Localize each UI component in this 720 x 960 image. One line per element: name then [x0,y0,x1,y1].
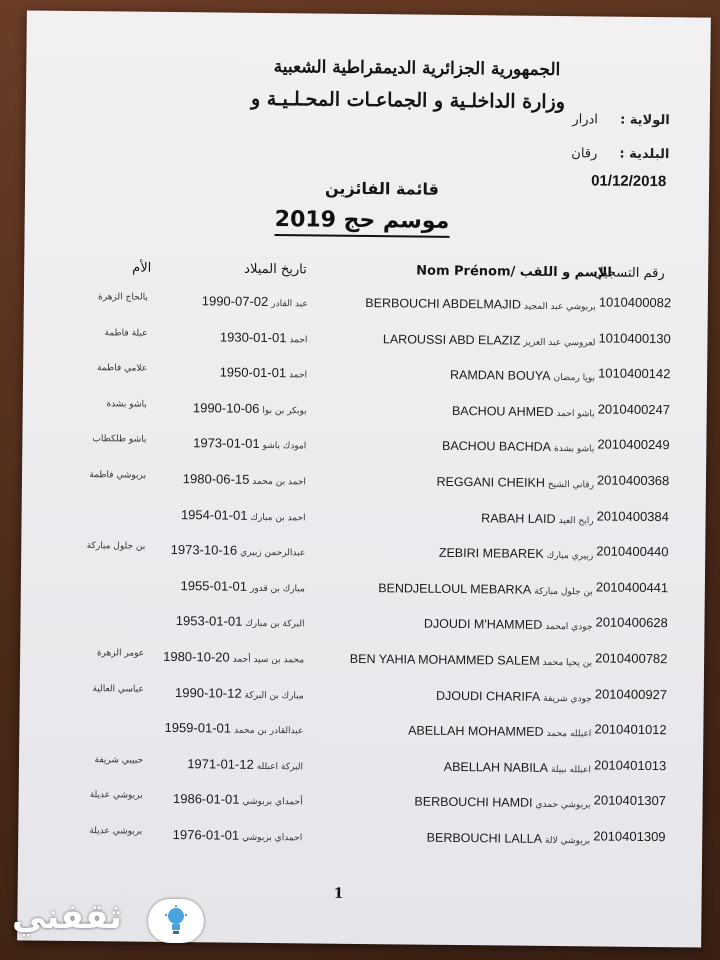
table-row [20,609,704,646]
table-row [20,644,704,681]
registration-number: 2010401012 [594,721,667,738]
name-arabic: بن جلول مباركة [534,586,593,598]
birth-father-cell [183,468,306,488]
name-latin: BACHOU AHMED [451,403,554,419]
column-header-registration: رقم التسجيل [594,265,665,282]
father-name: البركة بن مبارك [245,619,305,630]
table-row [23,395,707,432]
registration-number: 2010401309 [593,828,666,845]
registration-number: 1010400142 [598,365,671,382]
wilaya-value: ادرار [572,112,599,128]
name-latin: LAROUSSI ABD ELAZIZ [382,331,521,348]
birth-father-cell [173,788,303,808]
father-name: عبدالقادر بن محمد [233,725,304,737]
registration-number: 2010400368 [596,472,670,489]
watermark-text: ثقفني [12,897,122,937]
registration-number: 2010400628 [595,614,668,631]
father-name: احمد [289,334,308,345]
header-ministry: وزارة الداخلـية و الجماعـات المحـلـيـة و [250,87,566,114]
birth-date: 1973-10-16 [170,542,238,558]
father-name: محمد بن سيد أحمد [232,654,305,666]
mother-name: بالحاج الزهرة [97,292,148,303]
father-name: عبد القادر [271,299,308,310]
mother-name: حبيبي شريفة [94,754,144,766]
mother-name: بربوشي فاطمة [89,470,147,481]
name-latin: BENDJELLOUL MEBARKA [378,580,532,597]
name-latin: BACHOU BACHDA [441,439,552,455]
father-name: امودك باشو [262,441,307,452]
name-latin: BEN YAHIA MOHAMMED SALEM [349,651,540,668]
table-row [19,716,703,753]
name-arabic: بويا رمضان [553,373,596,384]
mother-name: عباسي العالية [92,683,144,695]
father-name: أحمداي بربوشي [242,797,303,808]
document-page [17,10,711,947]
name-cell [481,507,594,527]
father-name: مبارك بن قدور [249,583,305,595]
wilaya-line [572,112,670,128]
column-header-birth-date: تاريخ الميلاد [244,261,307,278]
birth-date: 1959-01-01 [164,720,232,736]
name-cell [452,400,595,420]
name-latin: ABELLAH MOHAMMED [408,723,544,740]
registration-number: 2010400384 [596,508,670,524]
registration-number: 2010400440 [596,543,669,560]
birth-father-cell [220,362,308,382]
commune-label: البلدية : [619,146,670,163]
table-row [21,502,705,539]
name-latin: RABAH LAID [481,510,556,526]
name-latin: BERBOUCHI HAMDI [414,794,533,811]
registration-number: 2010400782 [595,650,668,667]
name-latin: BERBOUCHI ABDELMAJID [365,296,522,312]
registration-number: 1010400130 [598,330,671,346]
registration-number: 2010401307 [593,792,667,809]
column-header-mother: الأم [132,260,152,276]
father-name: عبدالرحمن زبيري [240,547,306,559]
table-row [24,288,708,325]
commune-value: رقان [571,146,598,162]
birth-date: 1950-01-01 [219,364,287,381]
table-row [23,324,707,361]
registration-number: 1010400082 [598,294,672,311]
name-latin: RAMDAN BOUYA [449,368,551,384]
name-latin: DJOUDI CHARIFA [435,688,541,704]
mother-name: بربوشي عديلة [89,826,143,837]
registration-number: 2010401013 [593,757,667,773]
mother-name: باشو بشدة [106,399,147,410]
birth-date: 1930-01-01 [219,329,287,345]
registration-number: 2010400441 [595,579,669,595]
birth-date: 1971-01-12 [187,755,254,772]
name-latin: DJOUDI M'HAMMED [423,617,543,633]
name-arabic: بربوشي عبد المجيد [523,301,596,313]
father-name: احمد بن مبارك [250,512,306,523]
registration-number: 2010400247 [597,401,671,417]
birth-father-cell [187,753,303,773]
birth-date: 1990-10-12 [175,684,242,701]
birth-date: 1990-07-02 [201,293,269,309]
name-arabic: رابح العيد [558,515,594,526]
birth-father-cell [202,290,308,310]
registration-number: 2010400927 [594,686,668,702]
name-latin: REGGANI CHEIKH [436,474,545,490]
table-row [21,573,705,610]
birth-father-cell [220,326,308,346]
birth-date: 1980-06-15 [182,471,250,487]
mother-name: علامي فاطمة [96,363,148,374]
birth-father-cell [173,824,303,844]
name-cell [408,720,591,741]
father-name: احمد بن محمد [252,476,307,488]
mother-name: عومر الزهرة [96,648,145,659]
birth-date: 1953-01-01 [175,613,243,630]
table-row [22,466,706,503]
table-row [23,360,707,397]
birth-father-cell [176,610,305,630]
name-arabic: باشو احمد [556,408,595,420]
name-arabic: جودي شريفة [543,693,592,704]
father-name: البركة اعبلله [256,761,304,773]
birth-date: 1986-01-01 [172,791,240,808]
column-header-name: Nom Prénom/ الإسم و اللقب [416,263,612,281]
birth-date: 1990-10-06 [192,400,260,416]
name-arabic: رقاني الشيخ [547,479,594,491]
name-latin: ZEBIRI MEBAREK [438,545,544,562]
name-cell [436,471,594,492]
name-cell [383,328,596,349]
table-row [20,680,704,717]
season-title: موسم حج 2019 [275,207,450,238]
table-row [22,431,706,468]
birth-date: 1954-01-01 [180,506,248,523]
birth-father-cell [175,682,304,702]
birth-father-cell [181,504,306,524]
site-watermark [6,895,206,955]
birth-date: 1976-01-01 [172,827,240,843]
father-name: احمداي بربوشي [242,832,303,844]
mother-name: عبلة فاطمة [104,327,148,339]
table-row [18,787,702,824]
name-arabic: بن يحيا محمد [542,657,593,669]
name-cell [444,756,591,777]
name-arabic: زبيري مبارك [546,551,594,562]
commune-line [571,146,669,162]
name-arabic: بربوشي حمدي [535,800,591,811]
birth-father-cell [164,717,303,737]
birth-date: 1955-01-01 [180,577,248,594]
birth-father-cell [193,397,307,417]
name-cell [350,648,592,670]
father-name: بوبكر بن بوا [262,405,307,417]
wilaya-label: الولاية : [620,112,670,129]
name-latin: BERBOUCHI LALLA [426,830,543,846]
document-date: 01/12/2018 [591,172,667,191]
header-republic: الجمهورية الجزائرية الديمقراطية الشعبية [273,57,561,81]
mother-name: بربوشي عديلة [89,790,143,802]
name-cell [436,684,592,705]
name-cell [424,613,593,634]
name-cell [427,827,591,848]
name-arabic: باشو بشدة [553,444,595,455]
table-row [19,751,703,788]
mother-name: باشو طلكطاب [92,434,147,446]
mother-name: بن جلول مباركة [86,541,146,552]
page-number: 1 [333,885,344,902]
name-cell [450,364,595,385]
father-name: احمد [289,370,308,381]
birth-father-cell [193,433,306,453]
name-arabic: جودي امحمد [545,622,593,633]
name-arabic: بربوشي لالة [544,835,591,847]
name-cell [378,577,593,598]
name-cell [365,292,596,313]
birth-date: 1973-01-01 [193,435,260,452]
name-arabic: لعروسي عبد العزيز [523,337,596,349]
registration-number: 2010400249 [597,436,670,453]
name-cell [414,791,590,812]
birth-father-cell [171,539,306,559]
birth-date: 1980-10-20 [163,648,230,665]
table-row [21,538,705,575]
lightbulb-icon [148,899,204,943]
list-title: قائمة الفائزين [324,178,440,199]
father-name: مبارك بن البركة [244,690,304,701]
name-cell [442,435,595,456]
birth-father-cell [180,575,305,595]
name-cell [439,542,594,563]
name-arabic: اعبلله محمد [546,729,592,740]
name-latin: ABELLAH NABILA [443,759,549,775]
name-arabic: اعبلله نبيلة [550,764,592,776]
birth-father-cell [163,646,304,666]
table-row [18,822,702,859]
